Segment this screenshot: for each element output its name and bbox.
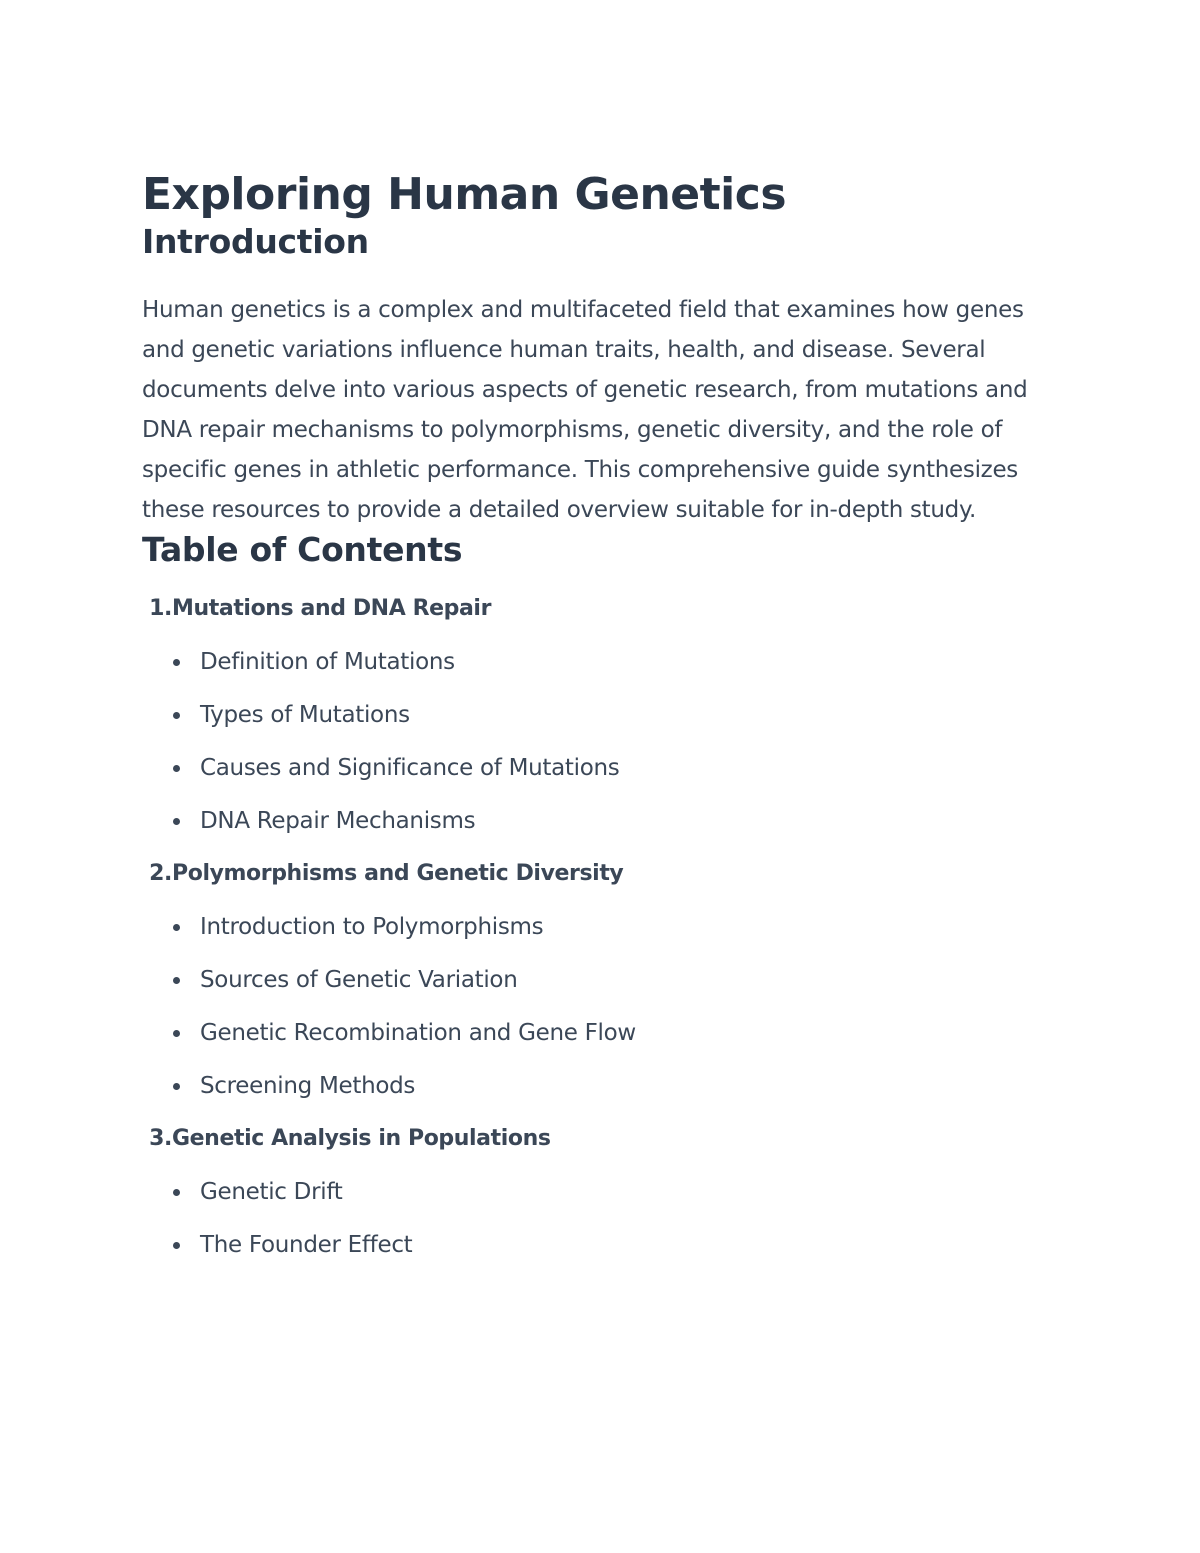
toc-subitem bbox=[142, 753, 1042, 783]
bullet-icon bbox=[173, 1083, 180, 1090]
toc-subitem-label: Types of Mutations bbox=[200, 702, 410, 728]
bullet-icon bbox=[173, 924, 180, 931]
toc-section-number: 2. bbox=[149, 861, 172, 886]
toc-subitem-label: DNA Repair Mechanisms bbox=[200, 808, 476, 834]
table-of-contents bbox=[142, 594, 1042, 1260]
bullet-icon bbox=[173, 1242, 180, 1249]
toc-subitem bbox=[142, 965, 1042, 995]
document-page bbox=[142, 168, 1042, 1283]
toc-section-number: 1. bbox=[149, 596, 172, 621]
toc-section bbox=[142, 594, 1042, 836]
toc-section-number: 3. bbox=[149, 1126, 172, 1151]
toc-subitem-list bbox=[142, 912, 1042, 1101]
toc-section bbox=[142, 859, 1042, 1101]
toc-subitem bbox=[142, 1177, 1042, 1207]
toc-section-label: Mutations and DNA Repair bbox=[172, 596, 492, 621]
bullet-icon bbox=[173, 765, 180, 772]
toc-subitem-list bbox=[142, 1177, 1042, 1260]
page-title: Exploring Human Genetics bbox=[142, 169, 787, 220]
bullet-icon bbox=[173, 1030, 180, 1037]
toc-subitem bbox=[142, 1018, 1042, 1048]
toc-subitem-label: Sources of Genetic Variation bbox=[200, 967, 518, 993]
bullet-icon bbox=[173, 659, 180, 666]
bullet-icon bbox=[173, 977, 180, 984]
toc-subitem bbox=[142, 806, 1042, 836]
toc-subitem-list bbox=[142, 647, 1042, 836]
introduction-paragraph: Human genetics is a complex and multifaceted field that examines how genes and genetic variations influence human traits, health, and disease. Several documents delve into various aspects of genetic research, from mutations and DNA repair mechanisms to polymorphisms, genetic diversity, and the role of specific genes in athletic performance. This comprehensive guide synthesizes these resources to provide a detailed overview suitable for in-depth study. bbox=[142, 297, 1028, 523]
toc-subitem bbox=[142, 700, 1042, 730]
toc-subitem-label: Screening Methods bbox=[200, 1073, 416, 1099]
toc-subitem-label: Genetic Drift bbox=[200, 1179, 343, 1205]
toc-section-label: Polymorphisms and Genetic Diversity bbox=[172, 861, 624, 886]
toc-subitem-label: Genetic Recombination and Gene Flow bbox=[200, 1020, 636, 1046]
table-of-contents-heading: Table of Contents bbox=[142, 530, 463, 569]
toc-section bbox=[142, 1124, 1042, 1260]
toc-subitem-label: Definition of Mutations bbox=[200, 649, 455, 675]
toc-subitem-label: Introduction to Polymorphisms bbox=[200, 914, 544, 940]
toc-section-title bbox=[142, 859, 1042, 889]
toc-subitem bbox=[142, 647, 1042, 677]
toc-subitem bbox=[142, 912, 1042, 942]
introduction-heading: Introduction bbox=[142, 222, 369, 261]
toc-section-label: Genetic Analysis in Populations bbox=[172, 1126, 551, 1151]
toc-subitem bbox=[142, 1230, 1042, 1260]
toc-section-title bbox=[142, 1124, 1042, 1154]
bullet-icon bbox=[173, 712, 180, 719]
toc-subitem bbox=[142, 1071, 1042, 1101]
toc-subitem-label: The Founder Effect bbox=[200, 1232, 413, 1258]
bullet-icon bbox=[173, 1189, 180, 1196]
toc-section-title bbox=[142, 594, 1042, 624]
toc-subitem-label: Causes and Significance of Mutations bbox=[200, 755, 620, 781]
bullet-icon bbox=[173, 818, 180, 825]
